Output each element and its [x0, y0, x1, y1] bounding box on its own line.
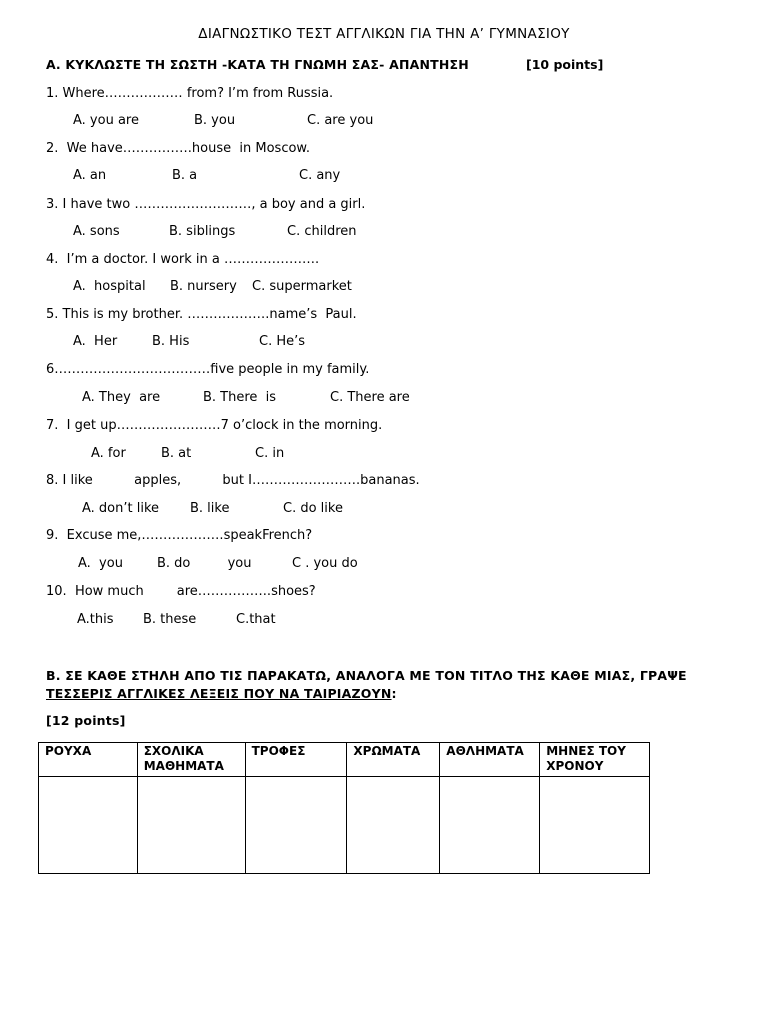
q8-option-c: C. do like — [283, 501, 343, 516]
answer-cell-sports[interactable] — [440, 777, 540, 874]
q5-option-a: A. Her — [73, 334, 118, 349]
q10-option-b: B. these — [143, 612, 197, 627]
q4-option-c: C. supermarket — [252, 279, 352, 294]
q4-option-a: A. hospital — [73, 279, 146, 294]
q10-option-c: C.that — [236, 612, 276, 627]
column-header-months: ΜΗΝΕΣ ΤΟΥ ΧΡΟΝΟΥ — [540, 743, 650, 777]
column-header-colours: ΧΡΩΜΑΤΑ — [347, 743, 440, 777]
question-3: 3. I have two ………………………, a boy and a girl. — [46, 197, 366, 212]
question-4: 4. I’m a doctor. I work in a …………………. — [46, 252, 320, 267]
q1-option-a: A. you are — [73, 113, 139, 128]
question-1: 1. Where……………… from? I’m from Russia. — [46, 86, 334, 101]
q1-option-c: C. are you — [307, 113, 374, 128]
q1-option-b: B. you — [194, 113, 236, 128]
q7-option-c: C. in — [255, 446, 285, 461]
q8-option-a: A. don’t like — [82, 501, 160, 516]
q5-option-b: B. His — [152, 334, 190, 349]
question-7: 7. I get up……………………7 o’clock in the morning. — [46, 418, 383, 433]
section-b-heading-line1: Β. ΣΕ ΚΑΘΕ ΣΤΗΛΗ ΑΠΟ ΤΙΣ ΠΑΡΑΚΑΤΩ, ΑΝΑΛΟΓΑ ΜΕ ΤΟΝ ΤΙΤΛΟ ΤΗΣ ΚΑΘΕ ΜΙΑΣ, ΓΡΑΨΕ — [46, 668, 687, 683]
section-a-points: [10 points] — [526, 57, 604, 72]
table-answer-row — [39, 777, 650, 874]
q6-option-c: C. There are — [330, 390, 410, 405]
q4-option-b: B. nursery — [170, 279, 237, 294]
q3-option-b: B. siblings — [169, 224, 236, 239]
section-b-heading-line2 — [46, 686, 397, 701]
question-10: 10. How much are……………..shoes? — [46, 584, 316, 599]
q2-option-a: A. an — [73, 168, 107, 183]
answer-cell-school-subjects[interactable] — [137, 777, 245, 874]
q7-option-b: B. at — [161, 446, 192, 461]
q3-option-c: C. children — [287, 224, 357, 239]
page-title: ΔΙΑΓΝΩΣΤΙΚΟ ΤΕΣΤ ΑΓΓΛΙΚΩΝ ΓΙΑ ΤΗΝ Α’ ΓΥΜΝΑΣΙΟΥ — [198, 26, 570, 42]
q2-option-c: C. any — [299, 168, 341, 183]
q6-option-b: B. There is — [203, 390, 277, 405]
question-9: 9. Excuse me,……………….speakFrench? — [46, 528, 313, 543]
q2-option-b: B. a — [172, 168, 198, 183]
section-b-heading-underlined: ΤΕΣΣΕΡΙΣ ΑΓΓΛΙΚΕΣ ΛΕΞΕΙΣ ΠΟΥ ΝΑ ΤΑΙΡΙΑΖΟΥΝ — [46, 686, 392, 701]
column-header-foods: ΤΡΟΦΕΣ — [245, 743, 347, 777]
question-5: 5. This is my brother. ……………….name’s Paul. — [46, 307, 357, 322]
q7-option-a: A. for — [91, 446, 126, 461]
table-header-row — [39, 743, 650, 777]
section-b-points: [12 points] — [46, 713, 126, 728]
q3-option-a: A. sons — [73, 224, 120, 239]
column-header-sports: ΑΘΛΗΜΑΤΑ — [440, 743, 540, 777]
answer-cell-foods[interactable] — [245, 777, 347, 874]
section-a-heading: Α. ΚΥΚΛΩΣΤΕ ΤΗ ΣΩΣΤΗ -ΚΑΤΑ ΤΗ ΓΝΩΜΗ ΣΑΣ- ΑΠΑΝΤΗΣΗ — [46, 57, 469, 72]
q5-option-c: C. He’s — [259, 334, 306, 349]
question-6: 6………………………………five people in my family. — [46, 362, 370, 377]
answer-cell-colours[interactable] — [347, 777, 440, 874]
section-b-heading-colon: : — [391, 686, 397, 701]
column-header-clothes: ΡΟΥΧΑ — [39, 743, 138, 777]
question-2: 2. We have…………….house in Moscow. — [46, 141, 310, 156]
q6-option-a: A. They are — [82, 390, 161, 405]
q9-option-a: A. you — [78, 556, 123, 571]
q9-option-c: C . you do — [292, 556, 358, 571]
q9-option-b: B. do you — [157, 556, 252, 571]
question-8: 8. I like apples, but I…………………….bananas. — [46, 473, 420, 488]
category-table — [38, 742, 650, 874]
q8-option-b: B. like — [190, 501, 230, 516]
column-header-school-subjects: ΣΧΟΛΙΚΑ ΜΑΘΗΜΑΤΑ — [137, 743, 245, 777]
q10-option-a: A.this — [77, 612, 114, 627]
answer-cell-clothes[interactable] — [39, 777, 138, 874]
answer-cell-months[interactable] — [540, 777, 650, 874]
